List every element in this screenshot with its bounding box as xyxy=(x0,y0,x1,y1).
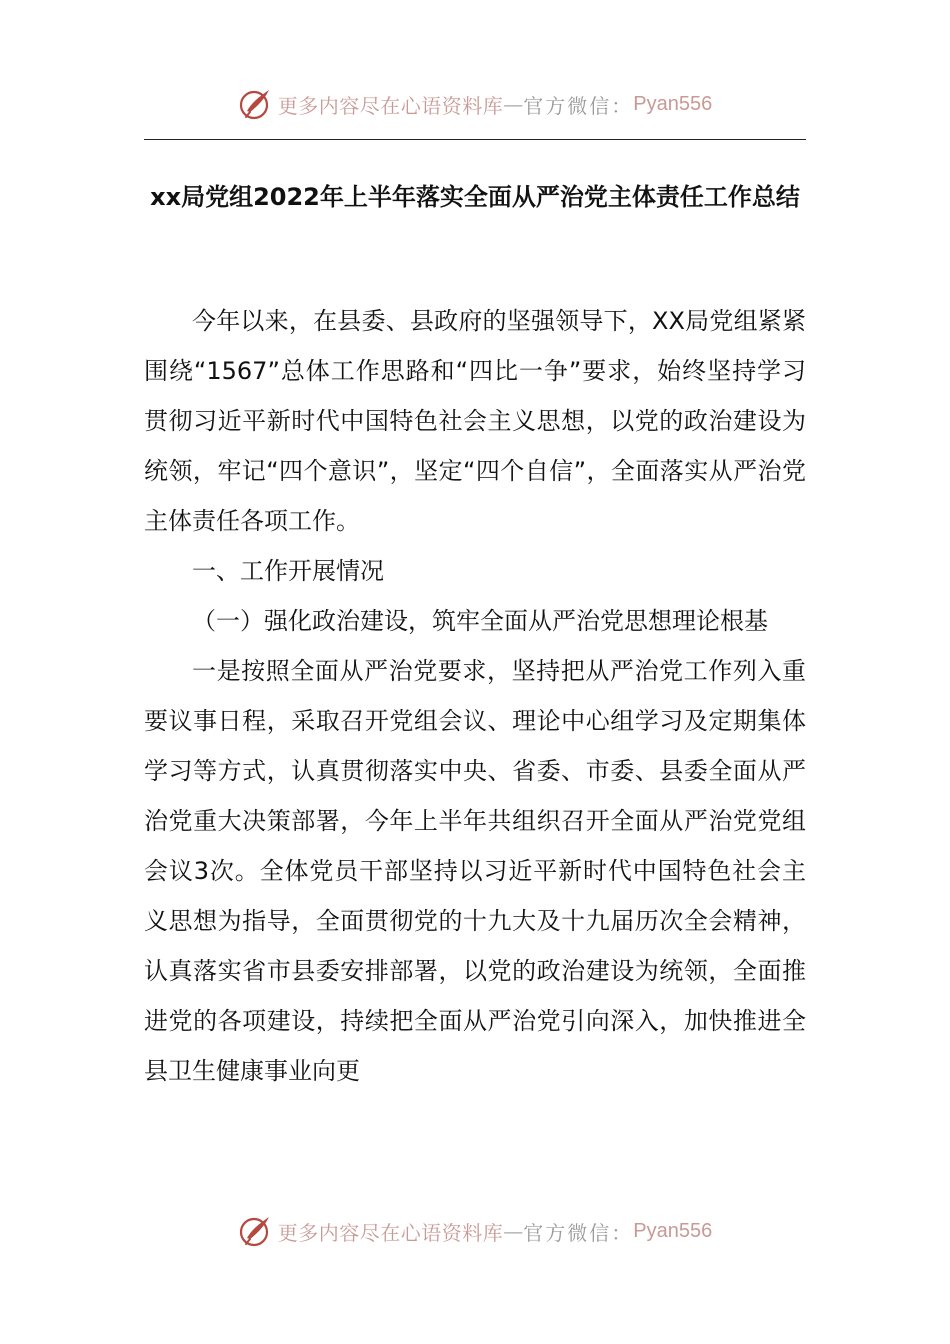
banner-wechat-label: 官方微信： xyxy=(523,93,634,118)
banner-separator: — xyxy=(503,92,524,116)
body-paragraph: 一是按照全面从严治党要求，坚持把从严治党工作列入重要议事日程，采取召开党组会议、理论中心组学习及定期集体学习等方式，认真贯彻落实中央、省委、市委、县委全面从严治党重大决策部署，今年上半年共组织召开全面从严治党党组会议3次。全体党员干部坚持以习近平新时代中国特色社会主义思想为指导，全面贯彻党的十九大及十九届历次全会精神，认真落实省市县委安排部署，以党的政治建设为统领，全面推进党的各项建设，持续把全面从严治党引向深入，加快推进全县卫生健康事业向更 xyxy=(144,657,806,1085)
header-banner xyxy=(0,82,950,126)
quill-pen-logo-icon xyxy=(238,86,274,122)
document-title: xx局党组2022年上半年落实全面从严治党主体责任工作总结 xyxy=(150,183,800,211)
header-divider xyxy=(144,139,806,140)
banner-wechat-label: 官方微信： xyxy=(523,1220,634,1245)
banner-text: 更多内容尽在心语资料库 xyxy=(277,1220,504,1245)
banner-separator: — xyxy=(503,1219,524,1243)
footer-banner xyxy=(0,1209,950,1253)
subsection-heading: （一）强化政治建设，筑牢全面从严治党思想理论根基 xyxy=(192,607,768,635)
banner-text: 更多内容尽在心语资料库 xyxy=(277,93,504,118)
banner-wechat-id: Pyan556 xyxy=(633,1219,713,1242)
document-body xyxy=(144,296,806,1096)
intro-paragraph: 今年以来，在县委、县政府的坚强领导下，XX局党组紧紧围绕“1567”总体工作思路和“四比一争”要求，始终坚持学习贯彻习近平新时代中国特色社会主义思想，以党的政治建设为统领，牢记“四个意识”，坚定“四个自信”，全面落实从严治党主体责任各项工作。 xyxy=(144,307,806,535)
section-heading: 一、工作开展情况 xyxy=(192,557,384,585)
quill-pen-logo-icon xyxy=(238,1213,274,1249)
banner-wechat-id: Pyan556 xyxy=(633,92,713,115)
